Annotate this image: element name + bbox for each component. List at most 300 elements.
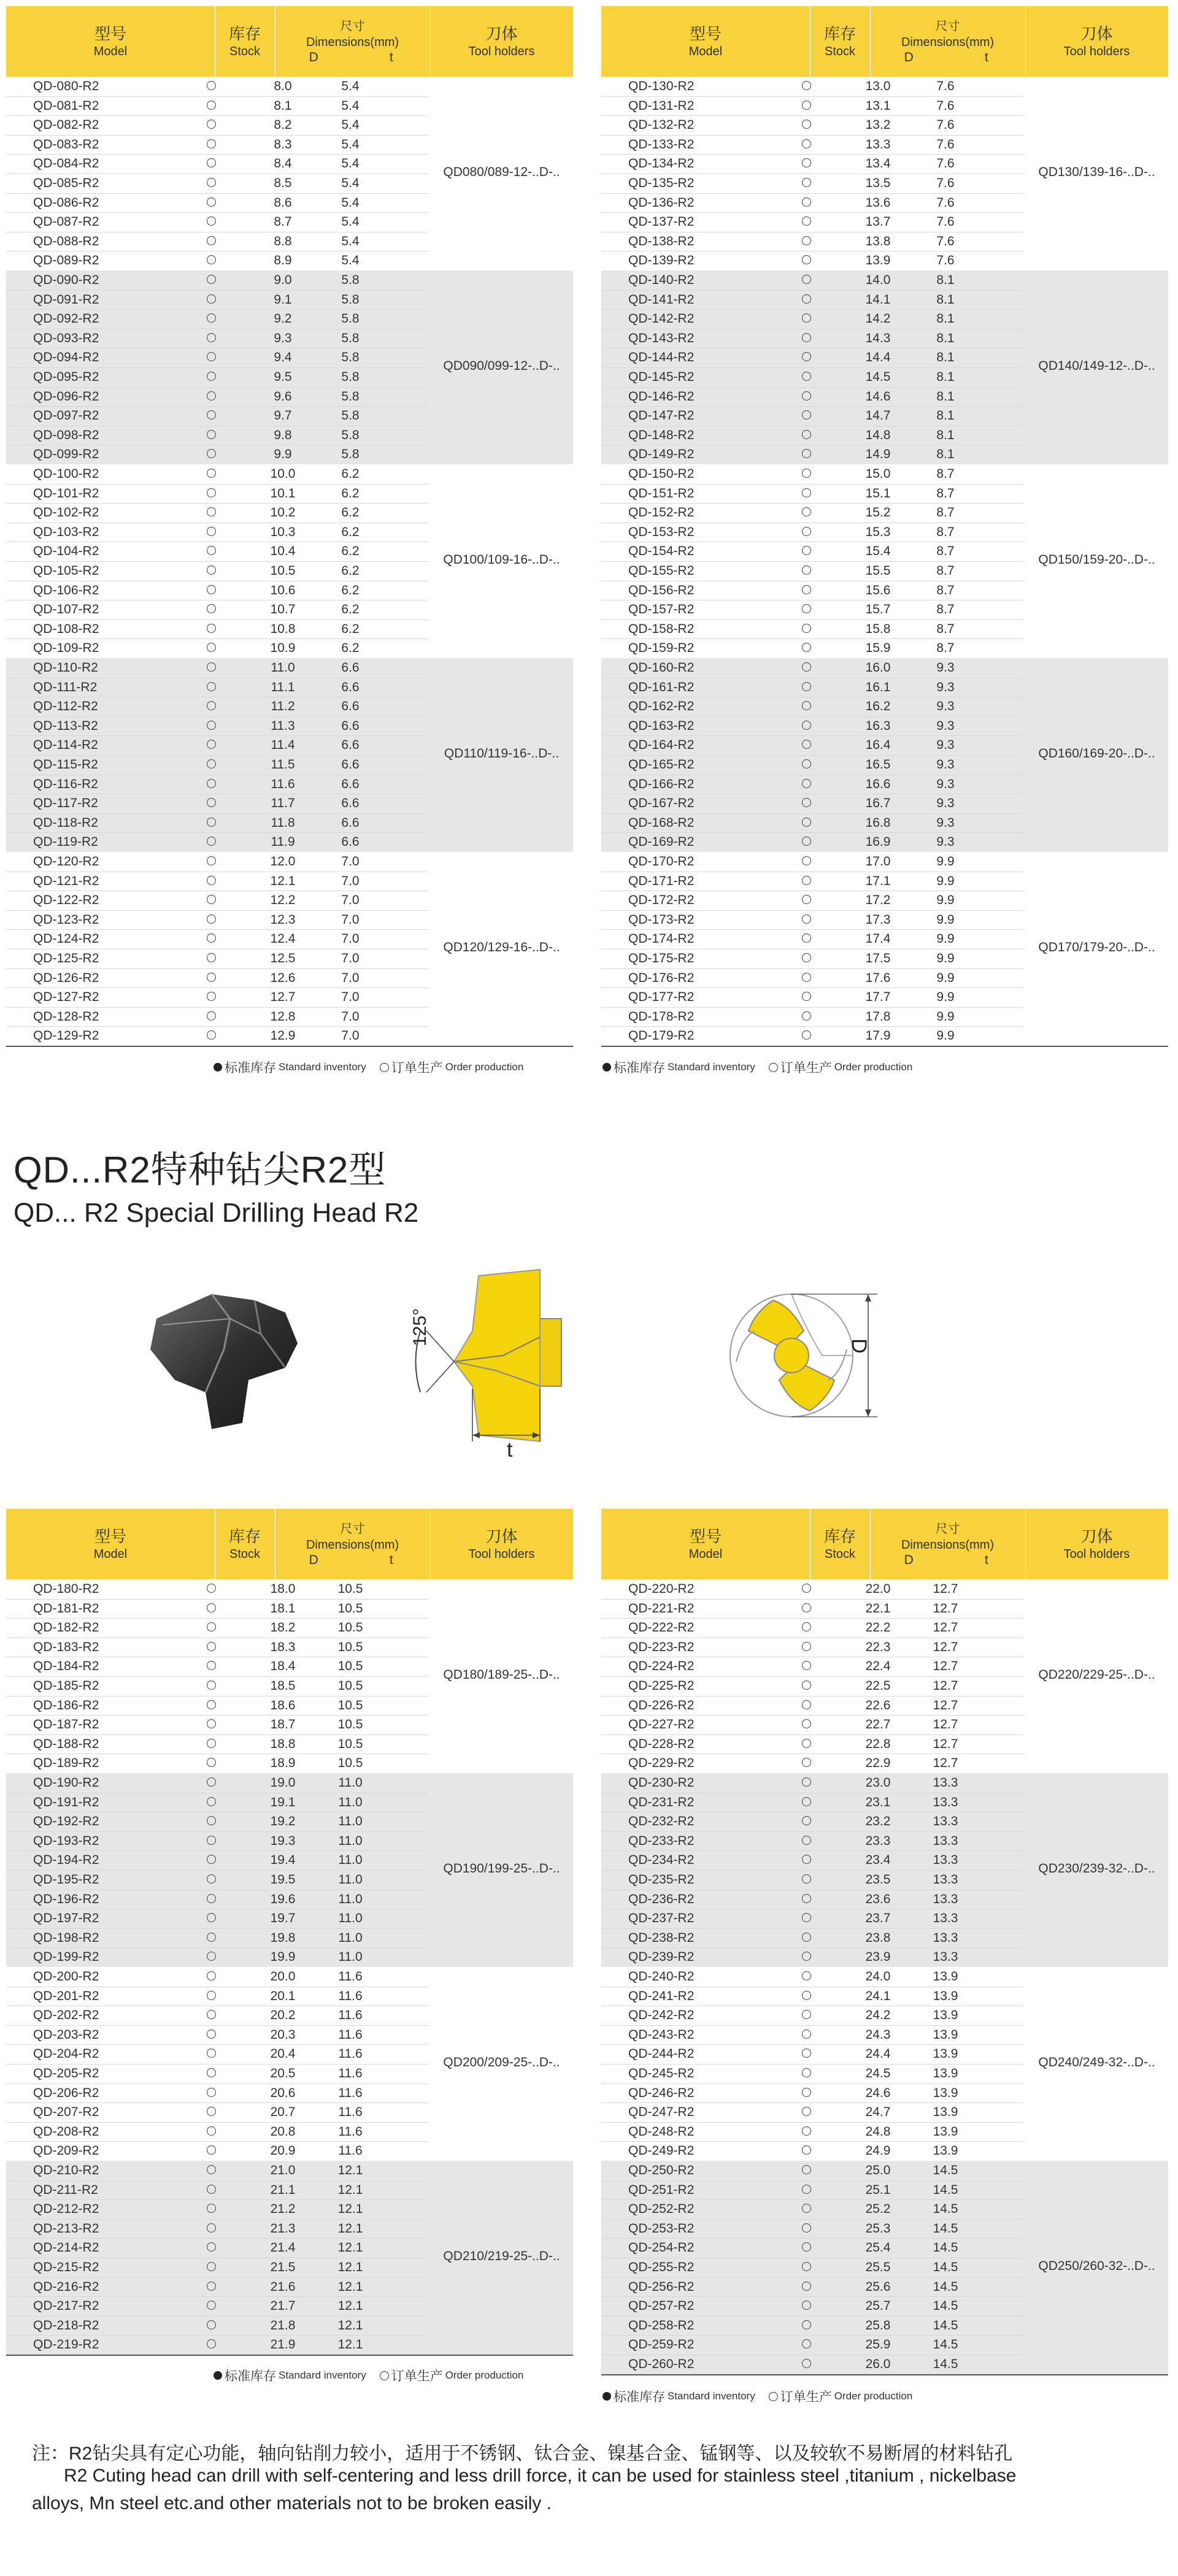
- model-cell: QD-089-R2: [33, 253, 99, 268]
- t-cell: 6.2: [341, 524, 360, 539]
- open-circle-icon: [802, 585, 811, 594]
- t-cell: 12.7: [933, 1601, 958, 1616]
- t-cell: 9.3: [936, 661, 955, 675]
- t-cell: 11.6: [338, 2144, 363, 2158]
- d-cell: 25.0: [865, 2163, 891, 2177]
- stock-cell: [179, 1599, 243, 1619]
- stock-cell: [774, 1812, 838, 1831]
- d-cell: 17.3: [865, 912, 891, 927]
- table-row: [601, 1773, 973, 1793]
- open-circle-icon: [207, 1758, 216, 1767]
- table-row: [601, 251, 973, 270]
- stock-cell: [774, 1599, 838, 1619]
- d-cell: 24.2: [865, 2008, 891, 2023]
- model-cell: QD-251-R2: [628, 2182, 695, 2197]
- stock-cell: [179, 2258, 243, 2277]
- open-circle-icon: [207, 2339, 216, 2348]
- stock-cell: [774, 929, 838, 949]
- tool-holder-cell: QD130/139-16-..D-..: [1038, 165, 1155, 179]
- table-row: [601, 2103, 973, 2122]
- t-cell: 7.0: [341, 893, 360, 908]
- table-row: [6, 2161, 378, 2180]
- t-cell: 9.3: [936, 738, 955, 753]
- stock-cell: [179, 2219, 243, 2239]
- table-row: [601, 1947, 973, 1967]
- d-cell: 19.7: [270, 1911, 296, 1926]
- table-row: [6, 77, 378, 96]
- stock-cell: [774, 619, 838, 639]
- t-cell: 6.6: [341, 757, 360, 772]
- open-circle-icon: [207, 2282, 216, 2291]
- t-cell: 6.2: [341, 641, 360, 656]
- table-row: [6, 2025, 378, 2045]
- stock-cell: [774, 290, 838, 310]
- d-cell: 17.8: [865, 1009, 891, 1024]
- table-body: [601, 77, 1168, 1047]
- table-row: [6, 1967, 378, 1987]
- d-cell: 12.0: [270, 854, 296, 868]
- open-circle-icon: [802, 1603, 811, 1612]
- tool-holder-cell: QD150/159-20-..D-..: [1038, 553, 1155, 567]
- stock-cell: [179, 1967, 243, 1987]
- t-cell: 8.1: [936, 370, 955, 384]
- d-cell: 9.2: [274, 312, 292, 326]
- legend-order-en: Order production: [445, 1061, 524, 1073]
- t-cell: 7.0: [341, 932, 360, 946]
- stock-cell: [179, 929, 243, 949]
- stock-cell: [774, 387, 838, 407]
- model-header: [6, 6, 215, 77]
- t-cell: 9.3: [936, 776, 955, 791]
- t-cell: 8.7: [936, 505, 955, 520]
- model-cell: QD-237-R2: [628, 1911, 695, 1926]
- note-line-2: R2 Cuting head can drill with self-centering and less drill force, it can be used for stainless steel ,titanium , nickelbase: [64, 2466, 1017, 2486]
- d-cell: 25.5: [865, 2260, 891, 2274]
- table-row: [6, 445, 378, 464]
- table-row: [601, 1987, 973, 2006]
- stock-cell: [774, 910, 838, 930]
- stock-cell: [179, 523, 243, 542]
- d-cell: 15.5: [865, 564, 891, 578]
- t-cell: 13.3: [933, 1950, 958, 1965]
- model-cell: QD-201-R2: [33, 1988, 99, 2003]
- t-cell: 9.9: [936, 873, 955, 888]
- tool-holder-header-en: Tool holders: [1063, 44, 1130, 58]
- open-circle-icon: [802, 2339, 811, 2348]
- stock-cell: [774, 426, 838, 445]
- open-circle-icon: [802, 1622, 811, 1631]
- d-cell: 15.7: [865, 602, 891, 617]
- stock-cell: [774, 2238, 838, 2258]
- legend-standard-en: Standard inventory: [279, 1061, 366, 1073]
- stock-cell: [179, 619, 243, 639]
- model-cell: QD-243-R2: [628, 2027, 695, 2042]
- open-circle-icon: [207, 798, 216, 807]
- table-row: [6, 270, 378, 290]
- t-cell: 13.3: [933, 1930, 958, 1945]
- d-cell: 21.8: [270, 2318, 296, 2333]
- t-cell: 13.3: [933, 1795, 958, 1809]
- d-column-header: D: [309, 50, 318, 64]
- t-cell: 8.7: [936, 544, 955, 559]
- table-row: [601, 1715, 973, 1735]
- t-cell: 7.0: [341, 970, 360, 985]
- d-cell: 12.5: [270, 951, 296, 965]
- stock-cell: [774, 406, 838, 426]
- table-row: [6, 697, 378, 716]
- table-row: [601, 1735, 973, 1754]
- table-row: [601, 1579, 973, 1599]
- table-row: [6, 2122, 378, 2142]
- t-cell: 10.5: [337, 1659, 363, 1674]
- stock-cell: [179, 1928, 243, 1948]
- d-dimension-label: D: [847, 1338, 871, 1354]
- stock-cell: [774, 523, 838, 542]
- open-circle-icon: [207, 275, 216, 284]
- open-circle-icon: [802, 352, 811, 361]
- table-body: [6, 1579, 573, 2356]
- model-cell: QD-128-R2: [33, 1009, 99, 1024]
- open-circle-icon: [802, 682, 811, 691]
- stock-cell: [179, 77, 243, 96]
- model-cell: QD-102-R2: [33, 505, 99, 520]
- table-row: [601, 523, 973, 542]
- open-circle-icon: [802, 624, 811, 633]
- model-cell: QD-205-R2: [33, 2066, 99, 2080]
- d-cell: 23.8: [865, 1930, 891, 1945]
- t-cell: 6.2: [341, 583, 360, 597]
- d-cell: 13.9: [865, 253, 891, 268]
- table-row: [601, 968, 973, 988]
- d-cell: 14.8: [865, 427, 891, 442]
- stock-cell: [774, 968, 838, 988]
- stock-cell: [774, 987, 838, 1007]
- d-cell: 21.2: [270, 2202, 296, 2217]
- table-row: [601, 832, 973, 852]
- legend-2: [602, 1058, 912, 1076]
- stock-cell: [774, 2335, 838, 2355]
- tool-holder-header-cn: 刀体: [485, 24, 518, 43]
- table-row: [6, 523, 378, 542]
- model-cell: QD-219-R2: [33, 2337, 99, 2352]
- d-cell: 8.4: [274, 156, 292, 171]
- table-row: [6, 542, 378, 561]
- t-cell: 5.8: [341, 312, 360, 326]
- stock-cell: [774, 135, 838, 155]
- model-cell: QD-083-R2: [33, 137, 99, 151]
- stock-cell: [179, 2103, 243, 2122]
- model-cell: QD-224-R2: [628, 1659, 695, 1674]
- t-cell: 7.0: [341, 951, 360, 965]
- table-row: [601, 77, 973, 96]
- tool-holder-cell: QD190/199-25-..D-..: [443, 1861, 560, 1876]
- table-row: [601, 1812, 973, 1831]
- stock-cell: [774, 2122, 838, 2142]
- model-cell: QD-246-R2: [628, 2085, 695, 2100]
- tool-holder-header: [1025, 6, 1168, 77]
- open-circle-icon: [207, 1661, 216, 1670]
- model-cell: QD-200-R2: [33, 1969, 99, 1984]
- tool-holder-header-en: Tool holders: [468, 1547, 535, 1561]
- d-cell: 15.3: [865, 524, 891, 539]
- t-cell: 5.8: [341, 370, 360, 384]
- tool-holder-cell: QD120/129-16-..D-..: [443, 940, 560, 954]
- d-cell: 11.9: [271, 835, 295, 849]
- stock-cell: [179, 367, 243, 387]
- open-circle-icon: [207, 1700, 216, 1709]
- d-cell: 15.1: [865, 486, 891, 500]
- open-circle-icon: [802, 992, 811, 1001]
- stock-cell: [774, 1850, 838, 1870]
- table-row: [601, 426, 973, 445]
- model-cell: QD-106-R2: [33, 583, 99, 597]
- open-circle-icon: [802, 81, 811, 90]
- t-cell: 5.8: [341, 408, 360, 423]
- model-cell: QD-173-R2: [628, 912, 695, 927]
- stock-cell: [774, 1773, 838, 1793]
- t-cell: 9.9: [936, 1029, 955, 1043]
- d-cell: 13.0: [865, 79, 891, 93]
- table-row: [601, 813, 973, 833]
- table-row: [6, 1831, 378, 1851]
- t-cell: 13.3: [933, 1776, 958, 1790]
- open-circle-icon: [802, 507, 811, 516]
- table-row: [601, 697, 973, 716]
- open-circle-icon: [802, 469, 811, 478]
- t-cell: 13.3: [933, 1853, 958, 1868]
- open-circle-icon: [207, 643, 216, 652]
- open-circle-icon: [380, 1063, 389, 1072]
- table-row: [6, 1947, 378, 1967]
- open-circle-icon: [769, 2392, 778, 2401]
- open-circle-icon: [207, 1603, 216, 1612]
- model-cell: QD-196-R2: [33, 1892, 99, 1906]
- table-row: [601, 2006, 973, 2025]
- legend-standard-cn: 标准库存: [614, 2390, 665, 2404]
- table-row: [601, 135, 973, 155]
- d-cell: 10.1: [270, 486, 296, 500]
- model-cell: QD-161-R2: [628, 680, 695, 694]
- d-cell: 15.9: [865, 641, 891, 656]
- model-cell: QD-229-R2: [628, 1756, 695, 1771]
- open-circle-icon: [802, 818, 811, 827]
- open-circle-icon: [802, 275, 811, 284]
- filled-circle-icon: [602, 1063, 611, 1071]
- d-cell: 23.3: [865, 1833, 891, 1848]
- t-cell: 11.6: [338, 2047, 363, 2061]
- table-row: [6, 232, 378, 251]
- t-cell: 9.3: [936, 718, 955, 733]
- table-row: [6, 135, 378, 155]
- table-row: [6, 1793, 378, 1812]
- table-body: [601, 1579, 1168, 2375]
- model-cell: QD-197-R2: [33, 1911, 99, 1926]
- table-row: [6, 251, 378, 270]
- stock-cell: [774, 2219, 838, 2239]
- t-cell: 12.1: [337, 2318, 363, 2333]
- table-row: [6, 2103, 378, 2122]
- d-cell: 18.0: [270, 1582, 296, 1596]
- t-cell: 11.0: [338, 1814, 363, 1829]
- table-row: [6, 735, 378, 755]
- table-row: [601, 2199, 973, 2219]
- table-row: [601, 2238, 973, 2258]
- stock-cell: [774, 600, 838, 619]
- model-cell: QD-249-R2: [628, 2144, 695, 2158]
- table-row: [601, 561, 973, 581]
- d-cell: 14.9: [865, 447, 891, 462]
- stock-cell: [774, 1638, 838, 1657]
- tool-holder-header-en: Tool holders: [1063, 1547, 1130, 1561]
- model-cell: QD-190-R2: [33, 1776, 99, 1790]
- open-circle-icon: [802, 488, 811, 497]
- stock-cell: [179, 2238, 243, 2258]
- stock-cell: [179, 697, 243, 716]
- model-cell: QD-084-R2: [33, 156, 99, 171]
- stock-cell: [179, 638, 243, 658]
- open-circle-icon: [207, 546, 216, 555]
- t-cell: 9.9: [936, 990, 955, 1005]
- stock-cell: [774, 1928, 838, 1948]
- t-cell: 11.0: [338, 1911, 363, 1926]
- stock-cell: [179, 735, 243, 755]
- d-cell: 24.7: [865, 2105, 891, 2120]
- filled-circle-icon: [214, 2371, 222, 2380]
- t-cell: 7.0: [341, 854, 360, 868]
- t-cell: 9.3: [936, 680, 955, 694]
- model-cell: QD-141-R2: [628, 292, 695, 307]
- model-cell: QD-259-R2: [628, 2337, 695, 2352]
- d-cell: 9.4: [274, 350, 292, 365]
- table-row: [6, 813, 378, 833]
- d-cell: 17.2: [865, 893, 891, 908]
- model-cell: QD-245-R2: [628, 2066, 695, 2080]
- table-row: [6, 348, 378, 367]
- open-circle-icon: [802, 313, 811, 323]
- open-circle-icon: [802, 895, 811, 904]
- table-row: [601, 2258, 973, 2277]
- stock-cell: [774, 2025, 838, 2045]
- table-row: [6, 1657, 378, 1676]
- model-cell: QD-183-R2: [33, 1639, 99, 1654]
- d-cell: 11.4: [271, 738, 295, 753]
- open-circle-icon: [207, 352, 216, 361]
- open-circle-icon: [207, 527, 216, 536]
- d-cell: 20.8: [270, 2124, 296, 2139]
- stock-cell: [179, 1579, 243, 1599]
- t-cell: 8.1: [936, 273, 955, 287]
- t-cell: 8.7: [936, 524, 955, 539]
- tool-holder-cell: QD180/189-25-..D-..: [443, 1668, 560, 1682]
- table-row: [601, 872, 973, 891]
- d-cell: 24.8: [865, 2124, 891, 2139]
- open-circle-icon: [802, 565, 811, 575]
- legend-order-en: Order production: [834, 1061, 913, 1073]
- open-circle-icon: [207, 721, 216, 730]
- d-cell: 17.5: [865, 951, 891, 965]
- d-cell: 25.6: [865, 2279, 891, 2294]
- open-circle-icon: [207, 1933, 216, 1942]
- model-cell: QD-087-R2: [33, 215, 99, 229]
- model-cell: QD-164-R2: [628, 738, 695, 753]
- open-circle-icon: [802, 2223, 811, 2233]
- model-cell: QD-169-R2: [628, 835, 695, 849]
- table-row: [6, 775, 378, 794]
- table-row: [6, 2044, 378, 2064]
- stock-cell: [179, 426, 243, 445]
- t-cell: 5.8: [341, 331, 360, 345]
- table-row: [6, 2006, 378, 2025]
- model-header-en: Model: [93, 1547, 128, 1561]
- model-cell: QD-157-R2: [628, 602, 695, 617]
- model-cell: QD-216-R2: [33, 2279, 99, 2294]
- d-cell: 12.2: [270, 893, 296, 908]
- table-row: [601, 2180, 973, 2200]
- t-cell: 12.7: [933, 1639, 958, 1654]
- d-cell: 12.3: [270, 912, 296, 927]
- stock-header-en: Stock: [229, 44, 261, 58]
- d-cell: 23.7: [865, 1911, 891, 1926]
- d-cell: 19.2: [270, 1814, 296, 1829]
- t-cell: 11.6: [338, 2008, 363, 2023]
- t-cell: 7.6: [936, 118, 955, 132]
- d-cell: 16.5: [865, 757, 891, 772]
- model-cell: QD-182-R2: [33, 1620, 99, 1635]
- open-circle-icon: [802, 2282, 811, 2291]
- model-cell: QD-155-R2: [628, 564, 695, 578]
- table-row: [6, 1638, 378, 1657]
- d-cell: 11.2: [271, 699, 295, 714]
- stock-cell: [179, 445, 243, 464]
- table-row: [6, 2335, 378, 2355]
- table-row: [6, 910, 378, 930]
- open-circle-icon: [207, 1030, 216, 1040]
- d-cell: 16.1: [865, 680, 891, 694]
- open-circle-icon: [207, 1991, 216, 2000]
- open-circle-icon: [802, 2301, 811, 2310]
- model-cell: QD-209-R2: [33, 2144, 99, 2158]
- open-circle-icon: [207, 1719, 216, 1728]
- d-cell: 21.4: [270, 2241, 296, 2255]
- t-cell: 7.0: [341, 1029, 360, 1043]
- stock-cell: [179, 1715, 243, 1735]
- model-cell: QD-148-R2: [628, 427, 695, 442]
- t-cell: 7.0: [341, 873, 360, 888]
- model-cell: QD-107-R2: [33, 602, 99, 617]
- open-circle-icon: [207, 662, 216, 672]
- d-cell: 14.1: [865, 292, 891, 307]
- t-cell: 9.9: [936, 1009, 955, 1024]
- open-circle-icon: [802, 2145, 811, 2155]
- table-row: [601, 503, 973, 523]
- stock-header-cn: 库存: [228, 24, 261, 43]
- t-cell: 13.9: [933, 2047, 958, 2061]
- dimensions-header-cn: 尺寸: [935, 1522, 960, 1536]
- stock-header: [810, 6, 870, 77]
- stock-cell: [179, 2083, 243, 2103]
- model-cell: QD-232-R2: [628, 1814, 695, 1829]
- t-cell: 9.9: [936, 854, 955, 868]
- d-cell: 17.9: [865, 1029, 891, 1043]
- table-row: [6, 2064, 378, 2083]
- open-circle-icon: [207, 565, 216, 575]
- open-circle-icon: [207, 1797, 216, 1806]
- table-row: [601, 2083, 973, 2103]
- t-cell: 6.6: [341, 796, 360, 811]
- t-cell: 11.0: [338, 1853, 363, 1868]
- open-circle-icon: [207, 759, 216, 769]
- model-cell: QD-121-R2: [33, 873, 99, 888]
